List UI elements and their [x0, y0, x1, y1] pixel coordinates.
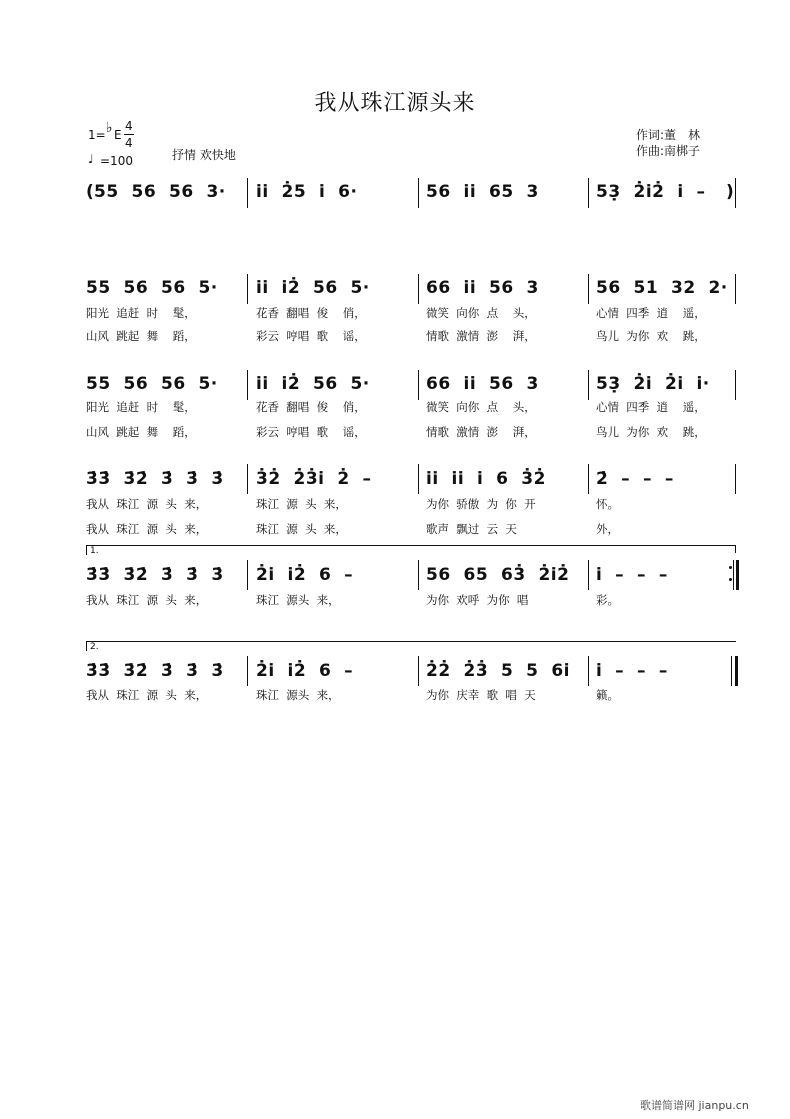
lyric-line: 珠江 源头 来， [256, 688, 340, 702]
lyric-line: 我从 珠江 源 头 来， [86, 497, 208, 511]
verse2-measure-2: i̇i̇ i̇2̇ 56 5· [256, 374, 370, 394]
page-title: 我从珠江源头来 [314, 91, 476, 116]
intro-open-paren: ( [86, 182, 95, 202]
chorus-measure-1: 3̇3̇ 3̇2̇ 3̇ 3̇ 3̇ [86, 469, 224, 489]
lyric-line: 外， [596, 522, 619, 536]
lyric-line: 为你 庆幸 歌 唱 天 [426, 688, 536, 702]
barline [418, 274, 419, 304]
time-bottom: 4 [125, 136, 133, 150]
final-barline [735, 656, 738, 686]
expression-mark: 抒情 欢快地 [172, 148, 236, 162]
lyric-line: 心情 四季 逍 遥， [596, 400, 706, 414]
volta-bracket-1-left [86, 545, 87, 555]
ending2-measure-1: 3̇3̇ 3̇2̇ 3̇ 3̇ 3̇ [86, 661, 224, 681]
verse1-measure-4: 56 51 32 2· [596, 278, 728, 298]
barline [735, 370, 736, 400]
volta-bracket-1 [86, 545, 736, 546]
lyric-line: 为你 欢呼 为你 唱 [426, 593, 529, 607]
barline [588, 274, 589, 304]
lyric-line: 我从 珠江 源 头 来， [86, 688, 208, 702]
ending1-measure-3: 56 65 63̇ 2̇i̇2̇ [426, 565, 570, 585]
verse2-measure-1: 55 56 56 5· [86, 374, 218, 394]
verse1-measure-2: i̇i̇ i̇2̇ 56 5· [256, 278, 370, 298]
lyric-line: 为你 骄傲 为 你 开 [426, 497, 536, 511]
time-top: 4 [125, 119, 133, 133]
barline [418, 560, 419, 590]
barline [588, 370, 589, 400]
ending2-measure-2: 2̇i̇ i̇2̇ 6 – [256, 661, 354, 681]
barline [247, 656, 248, 686]
barline [418, 370, 419, 400]
barline [731, 656, 732, 686]
volta-label-2: 2. [90, 642, 99, 652]
repeat-dot [729, 566, 732, 569]
composer-credit: 作曲:南梆子 [636, 144, 701, 158]
barline [588, 560, 589, 590]
intro-measure-3: 56 i̇i̇ 65 3 [426, 182, 539, 202]
chorus-measure-3: i̇i̇ i̇i̇ i̇ 6 3̇2̇ [426, 469, 546, 489]
lyric-line: 珠江 源 头 来， [256, 497, 347, 511]
ending2-measure-4: i̇ – – – [596, 661, 668, 681]
tempo-note-icon: ♩ [88, 152, 94, 166]
chorus-measure-2: 3̇2̇ 2̇3̇i̇ 2̇ – [256, 469, 372, 489]
lyric-line: 情歌 激情 澎 湃， [426, 425, 536, 439]
verse1-measure-1: 55 56 56 5· [86, 278, 218, 298]
volta-bracket-1-right [735, 545, 736, 553]
lyric-line: 微笑 向你 点 头， [426, 306, 536, 320]
intro-measure-2: i̇i̇ 2̇5 i̇ 6· [256, 182, 358, 202]
ending1-measure-2: 2̇i̇ i̇2̇ 6 – [256, 565, 354, 585]
verse2-measure-3: 66 i̇i̇ 56 3 [426, 374, 539, 394]
lyric-line: 我从 珠江 源 头 来， [86, 593, 208, 607]
lyric-line: 彩云 哼唱 歌 谣， [256, 329, 366, 343]
barline [247, 560, 248, 590]
key-flat: ♭ [106, 120, 113, 136]
lyric-line: 鸟儿 为你 欢 跳， [596, 329, 706, 343]
ending1-measure-4: i̇ – – – [596, 565, 668, 585]
barline [588, 178, 589, 208]
lyric-line: 微笑 向你 点 头， [426, 400, 536, 414]
chorus-measure-4: 2̇ – – – [596, 469, 674, 489]
lyric-line: 花香 翻唱 俊 俏， [256, 400, 366, 414]
key-prefix: 1= [88, 128, 106, 142]
lyric-line: 珠江 源头 来， [256, 593, 340, 607]
lyric-line: 彩。 [596, 593, 619, 607]
barline [735, 464, 736, 494]
lyric-line: 我从 珠江 源 头 来， [86, 522, 208, 536]
volta-label-1: 1. [90, 546, 99, 556]
time-divider [124, 134, 134, 135]
lyric-line: 歌声 飘过 云 天 [426, 522, 517, 536]
volta-bracket-2 [86, 641, 736, 642]
site-watermark: 歌谱简谱网 jianpu.cn [640, 1099, 749, 1112]
barline [588, 464, 589, 494]
barline [733, 560, 734, 590]
repeat-dot [729, 578, 732, 581]
repeat-barline [736, 560, 739, 590]
barline [247, 178, 248, 208]
barline [588, 656, 589, 686]
lyric-line: 花香 翻唱 俊 俏， [256, 306, 366, 320]
lyric-line: 阳光 追赶 时 髦， [86, 306, 196, 320]
lyric-line: 阳光 追赶 时 髦， [86, 400, 196, 414]
intro-close-paren: ) [726, 182, 735, 202]
barline [418, 656, 419, 686]
lyric-line: 怀。 [596, 497, 619, 511]
barline [735, 178, 736, 208]
barline [418, 464, 419, 494]
lyricist-credit: 作词:董 林 [636, 128, 701, 142]
tempo-value: =100 [100, 154, 133, 168]
intro-measure-4: 53̣ 2̇i̇2̇ i̇ – [596, 182, 706, 202]
lyric-line: 情歌 激情 澎 湃， [426, 329, 536, 343]
verse1-measure-3: 66 i̇i̇ 56 3 [426, 278, 539, 298]
lyric-line: 彩云 哼唱 歌 谣， [256, 425, 366, 439]
lyric-line: 山风 跳起 舞 蹈， [86, 329, 196, 343]
ending2-measure-3: 2̇2̇ 2̇3̇ 5 5 6i̇ [426, 661, 570, 681]
barline [247, 274, 248, 304]
barline [418, 178, 419, 208]
key-note: E [114, 128, 122, 142]
barline [735, 274, 736, 304]
volta-bracket-2-left [86, 641, 87, 651]
barline [247, 464, 248, 494]
barline [247, 370, 248, 400]
lyric-line: 籁。 [596, 688, 619, 702]
lyric-line: 珠江 源 头 来， [256, 522, 347, 536]
intro-measure-1: 55 56 56 3· [94, 182, 226, 202]
lyric-line: 山风 跳起 舞 蹈， [86, 425, 196, 439]
ending1-measure-1: 3̇3̇ 3̇2̇ 3̇ 3̇ 3̇ [86, 565, 224, 585]
lyric-line: 鸟儿 为你 欢 跳， [596, 425, 706, 439]
verse2-measure-4: 53̣ 2̇i̇ 2̇i̇ i̇· [596, 374, 710, 394]
lyric-line: 心情 四季 逍 遥， [596, 306, 706, 320]
